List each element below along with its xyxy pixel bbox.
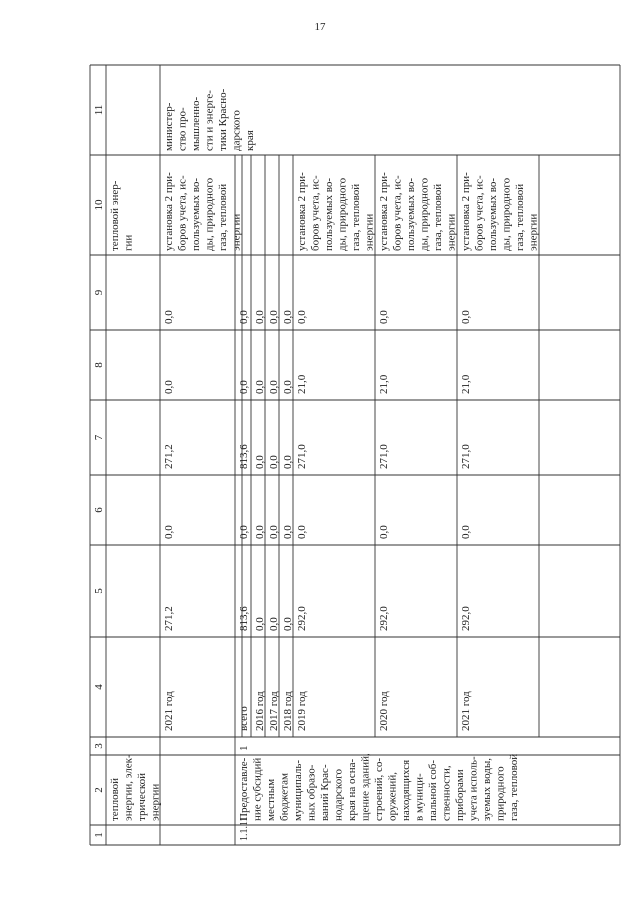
item-description-line: пальной соб- <box>427 759 439 821</box>
col10-line: газа, тепловой <box>432 183 444 251</box>
col10-line: боров учета, ис- <box>309 175 322 251</box>
col10-line: ды, природного <box>500 177 513 251</box>
col9-value: 0,0 <box>238 310 250 324</box>
column-header-6: 6 <box>93 507 105 513</box>
item-description-line: края на осна- <box>346 758 358 821</box>
budget-table <box>90 65 620 845</box>
prev-col10-line: ды, природного <box>203 177 216 251</box>
column-header-10: 10 <box>93 199 105 211</box>
col8-value: 21,0 <box>460 374 472 394</box>
col10-line: пользуемых во- <box>487 178 499 251</box>
prev-col5-value: 271,2 <box>163 606 175 631</box>
col10-line: боров учета, ис- <box>473 175 486 251</box>
column-header-3: 3 <box>93 743 105 749</box>
col9-value: 0,0 <box>460 310 472 324</box>
col10-line: боров учета, ис- <box>391 175 404 251</box>
col10-line: установка 2 при- <box>296 172 308 251</box>
item-description-line: муниципаль- <box>292 759 304 821</box>
col5-value: 813,6 <box>238 606 250 631</box>
year-cell: всего <box>238 706 250 731</box>
col9-value: 0,0 <box>282 310 294 324</box>
prev-year-cell: 2021 год <box>163 691 175 731</box>
prev-description-line: энергии <box>149 783 162 821</box>
column-header-7: 7 <box>93 434 105 441</box>
col10-line: ды, природного <box>336 177 349 251</box>
col5-value: 292,0 <box>296 606 308 631</box>
col10-line: установка 2 при- <box>460 172 472 251</box>
col6-value: 0,0 <box>268 525 280 539</box>
col5-value: 292,0 <box>460 606 472 631</box>
item-description-line: ние субсидий <box>251 757 264 821</box>
item-description-line: ственности, <box>440 765 453 821</box>
col10-line: установка 2 при- <box>378 172 390 251</box>
column-header-8: 8 <box>93 362 105 368</box>
col6-value: 0,0 <box>254 525 266 539</box>
item-number: 1.1.11 <box>239 816 250 841</box>
responsible-line: дарского <box>230 110 243 151</box>
col8-value: 0,0 <box>282 380 294 394</box>
col7-value: 271,0 <box>378 444 390 469</box>
column-header-5: 5 <box>93 588 105 594</box>
col8-value: 0,0 <box>254 380 266 394</box>
col7-value: 271,0 <box>460 444 472 469</box>
col7-value: 0,0 <box>282 455 294 469</box>
col8-value: 0,0 <box>268 380 280 394</box>
col10-line: пользуемых во- <box>323 178 335 251</box>
col9-value: 0,0 <box>254 310 266 324</box>
prev-col8-value: 0,0 <box>163 380 175 394</box>
item-description-line: в муници- <box>413 773 426 821</box>
item-description-line: ваний Крас- <box>319 764 331 821</box>
column-header-2: 2 <box>93 787 105 793</box>
col9-value: 0,0 <box>296 310 308 324</box>
item-description-line: находящихся <box>400 759 412 821</box>
col6-value: 0,0 <box>460 525 472 539</box>
prev-col10-line: пользуемых во- <box>190 178 202 251</box>
col5-value: 292,0 <box>378 606 390 631</box>
col6-value: 0,0 <box>282 525 294 539</box>
col10-line: энергии <box>445 213 458 251</box>
year-cell: 2020 год <box>378 691 390 731</box>
col5-value: 0,0 <box>254 617 266 631</box>
column-header-4: 4 <box>93 684 105 690</box>
responsible-line: края <box>244 130 256 151</box>
col6-value: 0,0 <box>296 525 308 539</box>
col7-value: 271,0 <box>296 444 308 469</box>
item-description-line: Предоставле- <box>238 757 250 821</box>
col9-value: 0,0 <box>378 310 390 324</box>
responsible-line: тики Красно- <box>217 88 229 151</box>
col8-value: 21,0 <box>378 374 390 394</box>
item-description-line: нодарского <box>332 769 345 821</box>
year-cell: 2016 год <box>254 691 266 731</box>
item-col3: 1 <box>238 745 250 751</box>
prev-col10-continued-line: тепловой энер- <box>109 180 121 251</box>
year-cell: 2019 год <box>296 691 308 731</box>
prev-col10-line: боров учета, ис- <box>176 175 189 251</box>
item-description-line: ных образо- <box>305 764 318 821</box>
item-description-line: природного <box>494 766 507 821</box>
column-header-9: 9 <box>93 289 105 296</box>
item-description-line: газа, тепловой <box>508 753 520 821</box>
prev-description-line: энергии, элек- <box>122 754 135 821</box>
item-description-line: строений, со- <box>373 757 385 821</box>
item-description-line: бюджетам <box>278 773 291 821</box>
col6-value: 0,0 <box>238 525 250 539</box>
col5-value: 0,0 <box>268 617 280 631</box>
prev-col10-line: газа, тепловой <box>217 183 229 251</box>
col10-line: энергии <box>527 213 540 251</box>
prev-col10-line: установка 2 при- <box>163 172 175 251</box>
col10-line: пользуемых во- <box>405 178 417 251</box>
year-cell: 2021 год <box>460 691 472 731</box>
col10-line: ды, природного <box>418 177 431 251</box>
col10-line: газа, тепловой <box>350 183 362 251</box>
col10-line: энергии <box>363 213 376 251</box>
item-description-line: приборами <box>454 769 466 821</box>
responsible-line: сти и энерге- <box>203 90 216 151</box>
responsible-line: министер- <box>163 102 175 151</box>
col5-value: 0,0 <box>282 617 294 631</box>
prev-col6-value: 0,0 <box>163 525 175 539</box>
col6-value: 0,0 <box>378 525 390 539</box>
prev-col7-value: 271,2 <box>163 444 175 469</box>
prev-col10-continued-line: гии <box>122 234 135 251</box>
item-description-line: зуемых воды, <box>481 758 493 821</box>
page-number: 17 <box>314 21 326 33</box>
col7-value: 0,0 <box>268 455 280 469</box>
column-header-11: 11 <box>93 104 105 116</box>
responsible-line: мышленно- <box>190 96 202 151</box>
item-description-line: оружений, <box>386 772 399 821</box>
col7-value: 0,0 <box>254 455 266 469</box>
year-cell: 2017 год <box>268 691 280 731</box>
col8-value: 0,0 <box>238 380 250 394</box>
column-header-1: 1 <box>93 832 105 838</box>
year-cell: 2018 год <box>282 691 294 731</box>
item-description-line: учета исполь- <box>467 756 480 821</box>
col8-value: 21,0 <box>296 374 308 394</box>
prev-description-line: трической <box>136 772 148 821</box>
item-description-line: щение зданий, <box>359 753 372 821</box>
responsible-line: ство про- <box>176 107 189 151</box>
prev-col9-value: 0,0 <box>163 310 175 324</box>
prev-description-line: тепловой <box>109 777 121 821</box>
col9-value: 0,0 <box>268 310 280 324</box>
item-description-line: местным <box>265 778 277 821</box>
col7-value: 813,6 <box>238 444 250 469</box>
col10-line: газа, тепловой <box>514 183 526 251</box>
prev-col10-line: энергии <box>230 213 243 251</box>
